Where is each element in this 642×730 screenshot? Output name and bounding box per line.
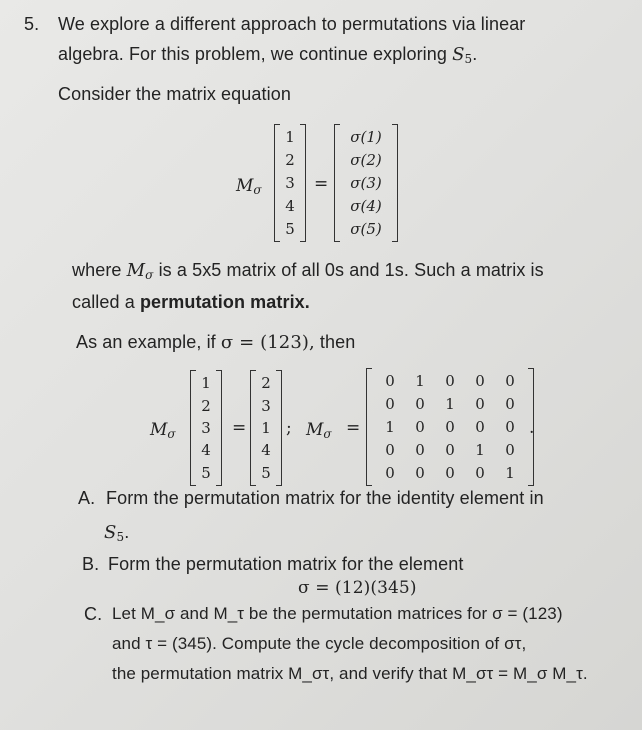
eq2-period: . (529, 418, 535, 438)
eq2-matrix-equals: = (346, 418, 361, 438)
eq2-lhs-label: $M_\sigma$ (150, 420, 176, 441)
eq1-result-entry: σ(4) (350, 196, 382, 215)
matrix-cell: 0 (475, 417, 485, 436)
matrix-cell: 0 (505, 372, 515, 391)
eq2-result-vector (250, 370, 282, 486)
eq2-vector-entry: 2 (201, 396, 211, 415)
eq1-vector (274, 124, 306, 242)
consider-text: Consider the matrix equation (58, 84, 291, 104)
part-b-text: Form the permutation matrix for the element (108, 554, 464, 574)
part-c-label: C. (84, 604, 103, 624)
matrix-cell: 0 (415, 440, 425, 459)
eq2-vector-entry: 4 (201, 441, 211, 460)
eq2-vector-entry: 1 (201, 374, 211, 393)
eq2-equals: = (232, 418, 247, 438)
matrix-row (375, 373, 525, 389)
matrix-cell: 0 (445, 463, 455, 482)
matrix-cell: 0 (385, 395, 395, 414)
eq1-result-entry: σ(1) (350, 128, 382, 147)
part-b-math: σ = (12)(345) (298, 578, 417, 598)
eq1-vector-entry: 1 (285, 128, 295, 147)
eq2-matrix-label: $M_\sigma$ (306, 420, 332, 441)
part-c-line-1: Let M_σ and M_τ be the permutation matrices for σ = (123) (112, 604, 563, 623)
eq2-separator: ; (286, 418, 292, 438)
matrix-row (375, 396, 525, 412)
eq2-vector-entry: 3 (201, 418, 211, 437)
problem-number: 5. (24, 14, 40, 34)
matrix-cell: 0 (475, 395, 485, 414)
eq1-lhs-label: $M_\sigma$ (236, 176, 262, 197)
eq2-result-entry: 4 (261, 441, 271, 460)
eq1-result-vector (334, 124, 398, 242)
part-a-label: A. (78, 488, 96, 508)
eq2-result-entry: 3 (261, 396, 271, 415)
eq2-result-entry: 2 (261, 374, 271, 393)
matrix-cell: 1 (475, 440, 485, 459)
part-a-symbol: $S_5$. (104, 522, 130, 544)
eq2-result-entry: 5 (261, 463, 271, 482)
part-a-text: Form the permutation matrix for the identity element in (106, 488, 544, 508)
matrix-cell: 0 (385, 372, 395, 391)
matrix-cell: 1 (415, 372, 425, 391)
matrix-cell: 0 (475, 372, 485, 391)
where-line-1: where $M_\sigma$ is a 5x5 matrix of all 0s and 1s. Such a matrix is (72, 260, 544, 282)
eq1-result-entry: σ(3) (350, 173, 382, 192)
part-c-line-3: the permutation matrix M_στ, and verify that M_στ = M_σ M_τ. (112, 664, 588, 683)
eq1-result-entry: σ(2) (350, 151, 382, 170)
eq1-result-entry: σ(5) (350, 219, 382, 238)
matrix-row (375, 442, 525, 458)
eq2-result-entry: 1 (261, 418, 271, 437)
part-b-label: B. (82, 554, 100, 574)
matrix-cell: 0 (475, 463, 485, 482)
matrix-cell: 0 (445, 372, 455, 391)
matrix-row (375, 465, 525, 481)
eq1-vector-entry: 3 (285, 173, 295, 192)
matrix-cell: 0 (445, 417, 455, 436)
matrix-cell: 0 (505, 440, 515, 459)
where-line-2: called a permutation matrix. (72, 292, 310, 312)
matrix-cell: 0 (385, 440, 395, 459)
part-c-line-2: and τ = (345). Compute the cycle decomposition of στ, (112, 634, 527, 653)
matrix-cell: 0 (385, 463, 395, 482)
eq1-vector-entry: 5 (285, 219, 295, 238)
matrix-cell: 1 (445, 395, 455, 414)
intro-line-1: We explore a different approach to permutations via linear (58, 14, 526, 34)
eq1-vector-entry: 4 (285, 196, 295, 215)
matrix-cell: 1 (505, 463, 515, 482)
matrix-cell: 0 (505, 417, 515, 436)
matrix-cell: 0 (415, 395, 425, 414)
intro-line-2: algebra. For this problem, we continue exploring $S_5$. (58, 44, 478, 66)
matrix-row (375, 419, 525, 435)
matrix-cell: 0 (445, 440, 455, 459)
matrix-cell: 1 (385, 417, 395, 436)
matrix-cell: 0 (415, 417, 425, 436)
permutation-matrix (366, 368, 534, 486)
eq1-vector-entry: 2 (285, 151, 295, 170)
matrix-cell: 0 (505, 395, 515, 414)
matrix-cell: 0 (415, 463, 425, 482)
eq2-vector (190, 370, 222, 486)
eq2-vector-entry: 5 (201, 463, 211, 482)
example-line: As an example, if σ = (123), then (76, 332, 356, 353)
eq1-equals: = (314, 174, 329, 194)
